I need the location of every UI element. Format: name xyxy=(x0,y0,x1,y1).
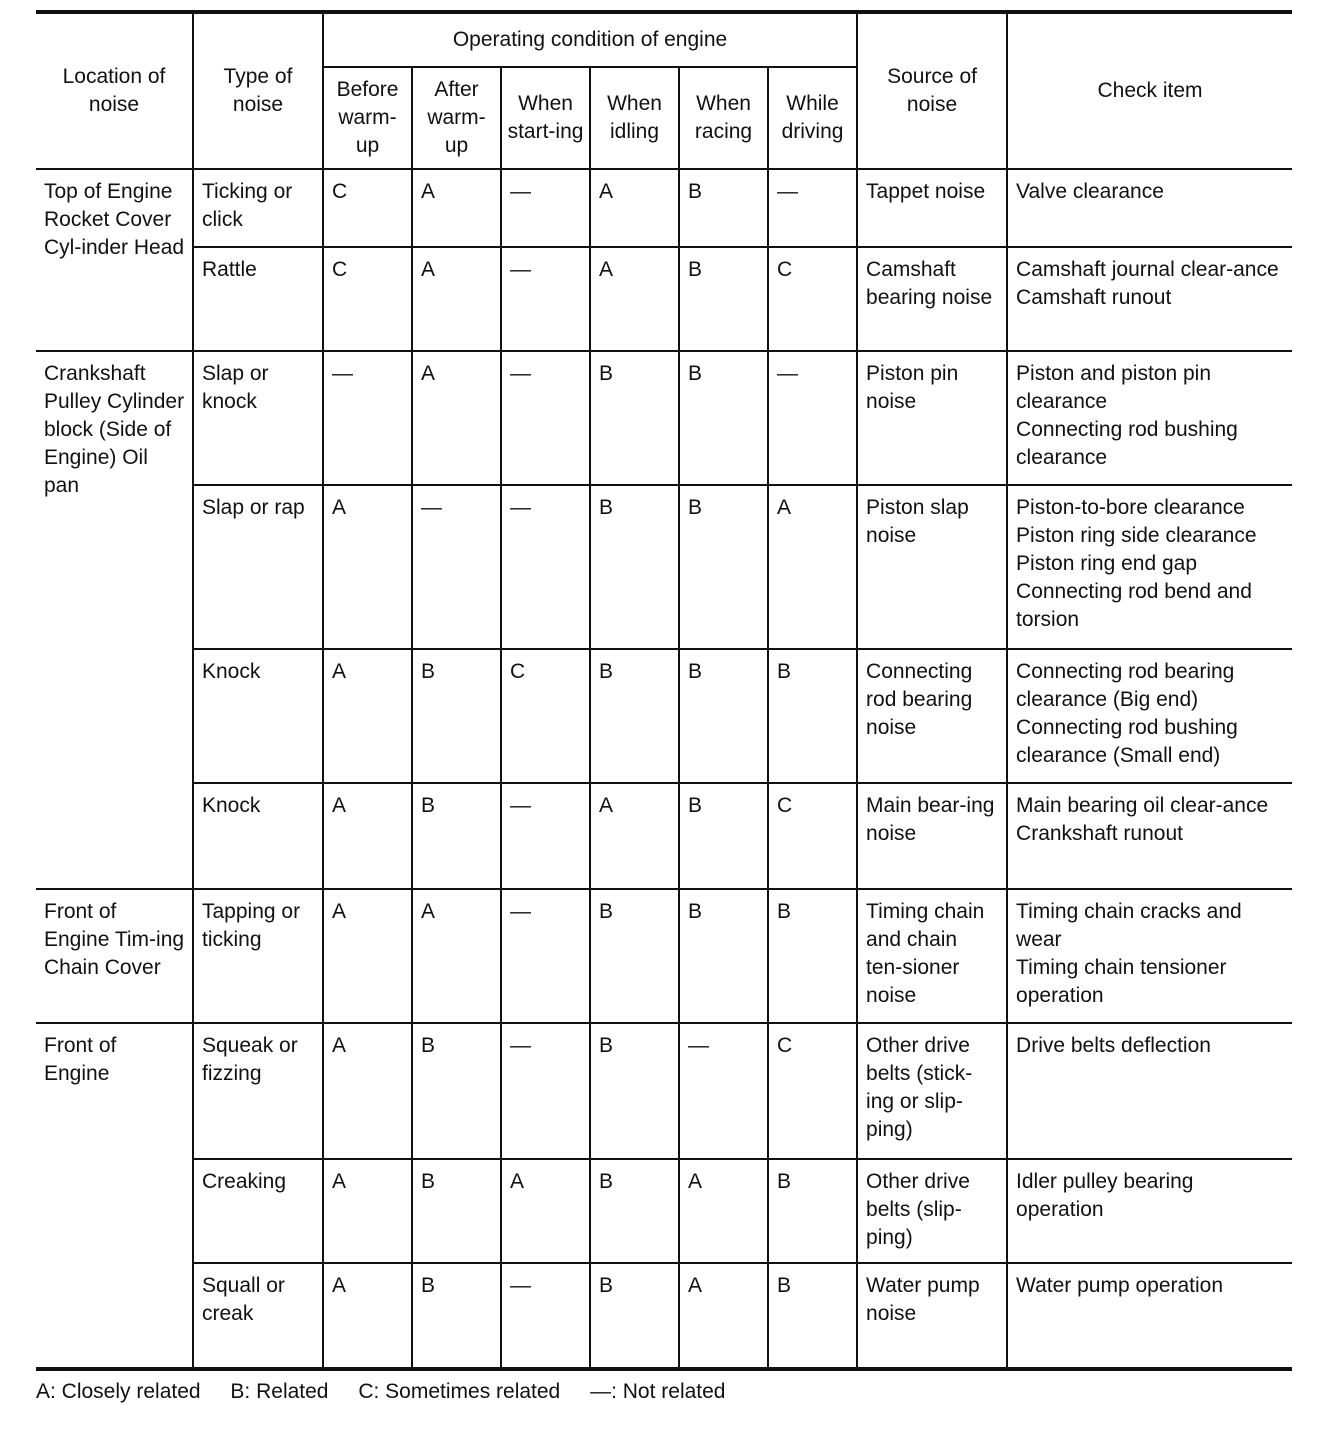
condition-cell: B xyxy=(412,1023,501,1159)
check-item-cell: Main bearing oil clear-ance Crankshaft runout xyxy=(1007,783,1292,889)
condition-cell: B xyxy=(768,1159,857,1263)
noise-source-cell: Other drive belts (slip-ping) xyxy=(857,1159,1007,1263)
table-header xyxy=(36,12,1292,169)
table-row xyxy=(36,169,1292,247)
noise-diagnosis-table xyxy=(36,10,1292,1371)
check-item-cell: Drive belts deflection xyxy=(1007,1023,1292,1159)
condition-cell: B xyxy=(679,247,768,351)
noise-source-cell: Connecting rod bearing noise xyxy=(857,649,1007,783)
condition-cell: A xyxy=(679,1159,768,1263)
condition-cell: A xyxy=(323,649,412,783)
legend-closely-related: A: Closely related xyxy=(36,1380,201,1403)
check-item-cell: Connecting rod bearing clearance (Big end) Connecting rod bushing clearance (Small end) xyxy=(1007,649,1292,783)
condition-cell: A xyxy=(323,1159,412,1263)
condition-cell: B xyxy=(590,649,679,783)
location-header: Location of noise xyxy=(36,12,193,169)
table-row xyxy=(36,1159,1292,1263)
check-item-cell: Camshaft journal clear-ance Camshaft runout xyxy=(1007,247,1292,351)
condition-cell: A xyxy=(323,1023,412,1159)
noise-source-cell: Main bear-ing noise xyxy=(857,783,1007,889)
noise-type-cell: Rattle xyxy=(193,247,323,351)
noise-type-cell: Squall or creak xyxy=(193,1263,323,1369)
legend xyxy=(36,1379,1292,1405)
table-body xyxy=(36,169,1292,1369)
condition-cell: B xyxy=(679,485,768,649)
table-row xyxy=(36,889,1292,1023)
condition-cell: — xyxy=(501,1023,590,1159)
noise-source-cell: Water pump noise xyxy=(857,1263,1007,1369)
condition-cell: B xyxy=(679,351,768,485)
noise-source-cell: Piston pin noise xyxy=(857,351,1007,485)
table-row xyxy=(36,1023,1292,1159)
condition-cell: A xyxy=(501,1159,590,1263)
legend-not-related: —: Not related xyxy=(590,1380,726,1403)
condition-cell: — xyxy=(501,351,590,485)
condition-cell: — xyxy=(501,169,590,247)
condition-cell: B xyxy=(768,1263,857,1369)
condition-cell: — xyxy=(412,485,501,649)
condition-header-when-starting: When start-ing xyxy=(501,67,590,169)
check-item-cell: Timing chain cracks and wear Timing chain tensioner operation xyxy=(1007,889,1292,1023)
condition-cell: A xyxy=(679,1263,768,1369)
condition-cell: — xyxy=(501,485,590,649)
condition-header-after-warmup: After warm-up xyxy=(412,67,501,169)
location-cell: Front of Engine xyxy=(36,1023,193,1369)
condition-cell: B xyxy=(679,169,768,247)
condition-cell: C xyxy=(323,169,412,247)
condition-cell: C xyxy=(501,649,590,783)
condition-header-when-idling: When idling xyxy=(590,67,679,169)
noise-type-cell: Knock xyxy=(193,649,323,783)
condition-cell: — xyxy=(501,783,590,889)
check-item-cell: Piston and piston pin clearance Connecting rod bushing clearance xyxy=(1007,351,1292,485)
condition-cell: B xyxy=(590,1023,679,1159)
condition-cell: C xyxy=(768,1023,857,1159)
check-item-cell: Valve clearance xyxy=(1007,169,1292,247)
noise-type-cell: Tapping or ticking xyxy=(193,889,323,1023)
check-item-cell: Idler pulley bearing operation xyxy=(1007,1159,1292,1263)
condition-cell: C xyxy=(768,783,857,889)
table-row xyxy=(36,783,1292,889)
condition-cell: — xyxy=(501,247,590,351)
noise-type-cell: Knock xyxy=(193,783,323,889)
check-header: Check item xyxy=(1007,12,1292,169)
condition-cell: B xyxy=(590,351,679,485)
condition-cell: — xyxy=(501,889,590,1023)
condition-cell: C xyxy=(768,247,857,351)
condition-cell: A xyxy=(412,169,501,247)
check-item-cell: Piston-to-bore clearance Piston ring side clearance Piston ring end gap Connecting rod bend and torsion xyxy=(1007,485,1292,649)
condition-header-when-racing: When racing xyxy=(679,67,768,169)
noise-diagnosis-page xyxy=(36,10,1292,1405)
noise-type-cell: Slap or knock xyxy=(193,351,323,485)
condition-cell: B xyxy=(590,1263,679,1369)
condition-cell: A xyxy=(590,783,679,889)
noise-type-cell: Slap or rap xyxy=(193,485,323,649)
table-row xyxy=(36,649,1292,783)
noise-type-cell: Squeak or fizzing xyxy=(193,1023,323,1159)
condition-cell: A xyxy=(323,889,412,1023)
condition-cell: B xyxy=(768,649,857,783)
condition-cell: A xyxy=(323,783,412,889)
table-row xyxy=(36,351,1292,485)
condition-cell: A xyxy=(412,247,501,351)
operating-condition-header: Operating condition of engine xyxy=(323,12,857,67)
condition-cell: B xyxy=(679,783,768,889)
condition-cell: A xyxy=(590,247,679,351)
condition-cell: — xyxy=(323,351,412,485)
condition-cell: A xyxy=(412,351,501,485)
condition-cell: — xyxy=(501,1263,590,1369)
table-row xyxy=(36,247,1292,351)
location-cell: Front of Engine Tim-ing Chain Cover xyxy=(36,889,193,1023)
location-cell: Crankshaft Pulley Cylinder block (Side of Engine) Oil pan xyxy=(36,351,193,889)
table-row xyxy=(36,485,1292,649)
legend-sometimes-related: C: Sometimes related xyxy=(358,1380,561,1403)
noise-type-cell: Ticking or click xyxy=(193,169,323,247)
condition-header-while-driving: While driving xyxy=(768,67,857,169)
condition-cell: C xyxy=(323,247,412,351)
table-row xyxy=(36,1263,1292,1369)
noise-source-cell: Piston slap noise xyxy=(857,485,1007,649)
condition-cell: B xyxy=(590,485,679,649)
condition-cell: A xyxy=(768,485,857,649)
condition-cell: B xyxy=(590,889,679,1023)
condition-header-before-warmup: Before warm-up xyxy=(323,67,412,169)
noise-type-cell: Creaking xyxy=(193,1159,323,1263)
condition-cell: B xyxy=(412,783,501,889)
condition-cell: B xyxy=(412,1159,501,1263)
condition-cell: B xyxy=(412,649,501,783)
condition-cell: B xyxy=(412,1263,501,1369)
condition-cell: A xyxy=(412,889,501,1023)
noise-source-cell: Tappet noise xyxy=(857,169,1007,247)
noise-source-cell: Timing chain and chain ten-sioner noise xyxy=(857,889,1007,1023)
noise-source-cell: Camshaft bearing noise xyxy=(857,247,1007,351)
condition-cell: B xyxy=(768,889,857,1023)
type-header: Type of noise xyxy=(193,12,323,169)
condition-cell: B xyxy=(679,649,768,783)
condition-cell: A xyxy=(323,485,412,649)
condition-cell: — xyxy=(768,169,857,247)
source-header: Source of noise xyxy=(857,12,1007,169)
condition-cell: B xyxy=(590,1159,679,1263)
legend-related: B: Related xyxy=(230,1380,329,1403)
location-cell: Top of Engine Rocket Cover Cyl-inder Head xyxy=(36,169,193,351)
condition-cell: B xyxy=(679,889,768,1023)
check-item-cell: Water pump operation xyxy=(1007,1263,1292,1369)
condition-cell: A xyxy=(590,169,679,247)
condition-cell: A xyxy=(323,1263,412,1369)
noise-source-cell: Other drive belts (stick-ing or slip-ping) xyxy=(857,1023,1007,1159)
condition-cell: — xyxy=(768,351,857,485)
condition-cell: — xyxy=(679,1023,768,1159)
